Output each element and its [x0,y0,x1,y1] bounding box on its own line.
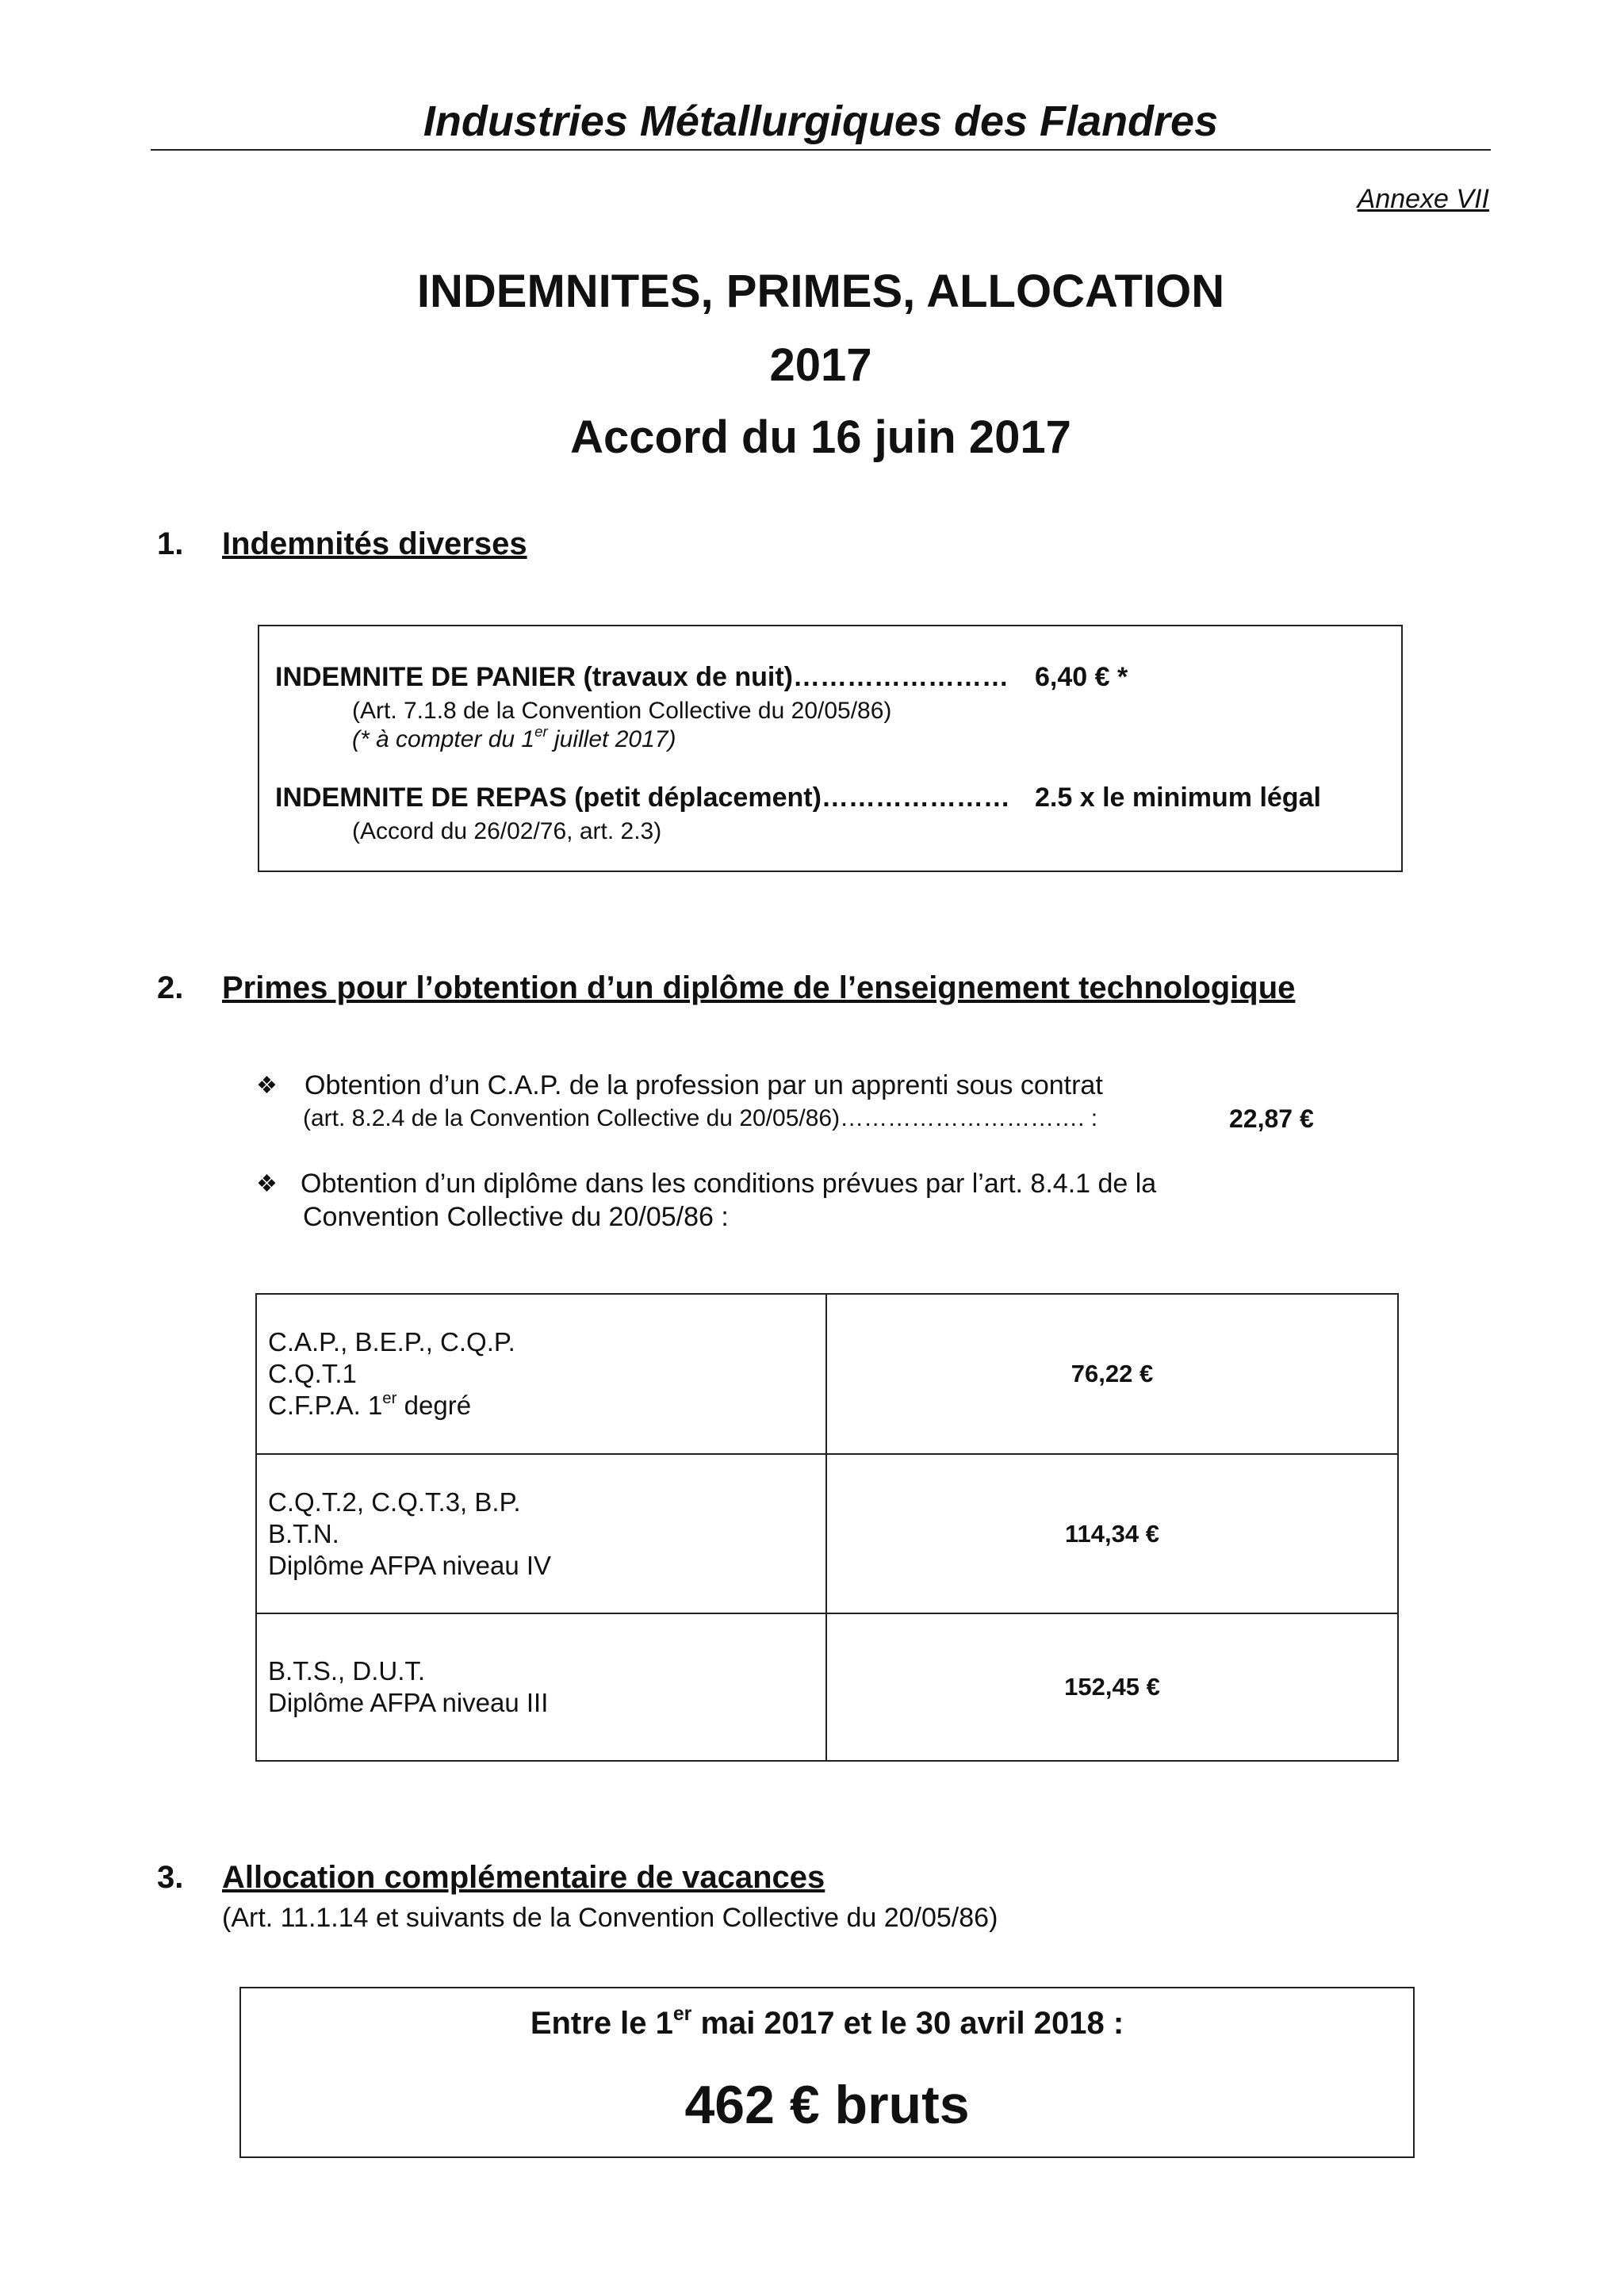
allocation-period: Entre le 1er mai 2017 et le 30 avril 2018 : [530,2003,1124,2041]
diploma-cell: C.Q.T.2, C.Q.T.3, B.P. B.T.N. Diplôme AFPA niveau IV [256,1454,826,1613]
diamond-bullet-icon: ❖ [256,1073,278,1099]
allocation-amount: 462 € bruts [684,2075,970,2135]
table-row [256,1613,1398,1761]
diploma-prime-text: Obtention d’un diplôme dans les conditions prévues par l’art. 8.4.1 de la [301,1169,1157,1199]
header-divider [151,149,1491,151]
document-agreement-date: Accord du 16 juin 2017 [570,411,1071,463]
cap-prime-amount: 22,87 € [1229,1104,1314,1133]
diploma-cell: B.T.S., D.U.T. Diplôme AFPA niveau III [256,1613,826,1761]
diploma-cell: C.A.P., B.E.P., C.Q.P. C.Q.T.1 C.F.P.A. 1er degré [256,1294,826,1454]
document-title: INDEMNITES, PRIMES, ALLOCATION [416,266,1225,317]
section-3-heading: Allocation complémentaire de vacances [222,1860,825,1895]
section-2-heading: Primes pour l’obtention d’un diplôme de l’enseignement technologique [222,970,1296,1005]
diploma-prime-text-continued: Convention Collective du 20/05/86 : [303,1202,729,1232]
annexe-label: Annexe VII [1357,184,1489,214]
section-1-number: 1. [157,526,184,561]
section-2-number: 2. [157,970,184,1005]
amount-cell: 152,45 € [826,1613,1398,1761]
amount-cell: 76,22 € [826,1294,1398,1454]
cap-prime-text: Obtention d’un C.A.P. de la profession par un apprenti sous contrat [304,1070,1103,1100]
allowances-box [258,625,1403,872]
vacation-allocation-box [239,1987,1415,2158]
section-1-heading: Indemnités diverses [222,526,527,561]
repas-reference: (Accord du 26/02/76, art. 2.3) [352,818,662,844]
panier-effective-note: (* à compter du 1er juillet 2017) [352,723,676,752]
cap-prime-reference: (art. 8.2.4 de la Convention Collective du 20/05/86)…………………………. : [303,1105,1098,1131]
repas-label: INDEMNITE DE REPAS (petit déplacement)………………… [275,783,1010,813]
diamond-bullet-icon: ❖ [256,1171,278,1197]
table-row [256,1454,1398,1613]
diploma-prime-table [255,1293,1399,1762]
amount-cell: 114,34 € [826,1454,1398,1613]
repas-value: 2.5 x le minimum légal [1035,783,1321,813]
panier-value: 6,40 € * [1035,662,1128,692]
table-row [256,1294,1398,1454]
organization-title: Industries Métallurgiques des Flandres [423,98,1219,145]
panier-reference: (Art. 7.1.8 de la Convention Collective du 20/05/86) [352,698,892,724]
document-year: 2017 [769,339,872,391]
section-3-reference: (Art. 11.1.14 et suivants de la Convention Collective du 20/05/86) [222,1903,998,1933]
section-3-number: 3. [157,1860,184,1895]
panier-label: INDEMNITE DE PANIER (travaux de nuit)…………………… [275,662,1009,692]
